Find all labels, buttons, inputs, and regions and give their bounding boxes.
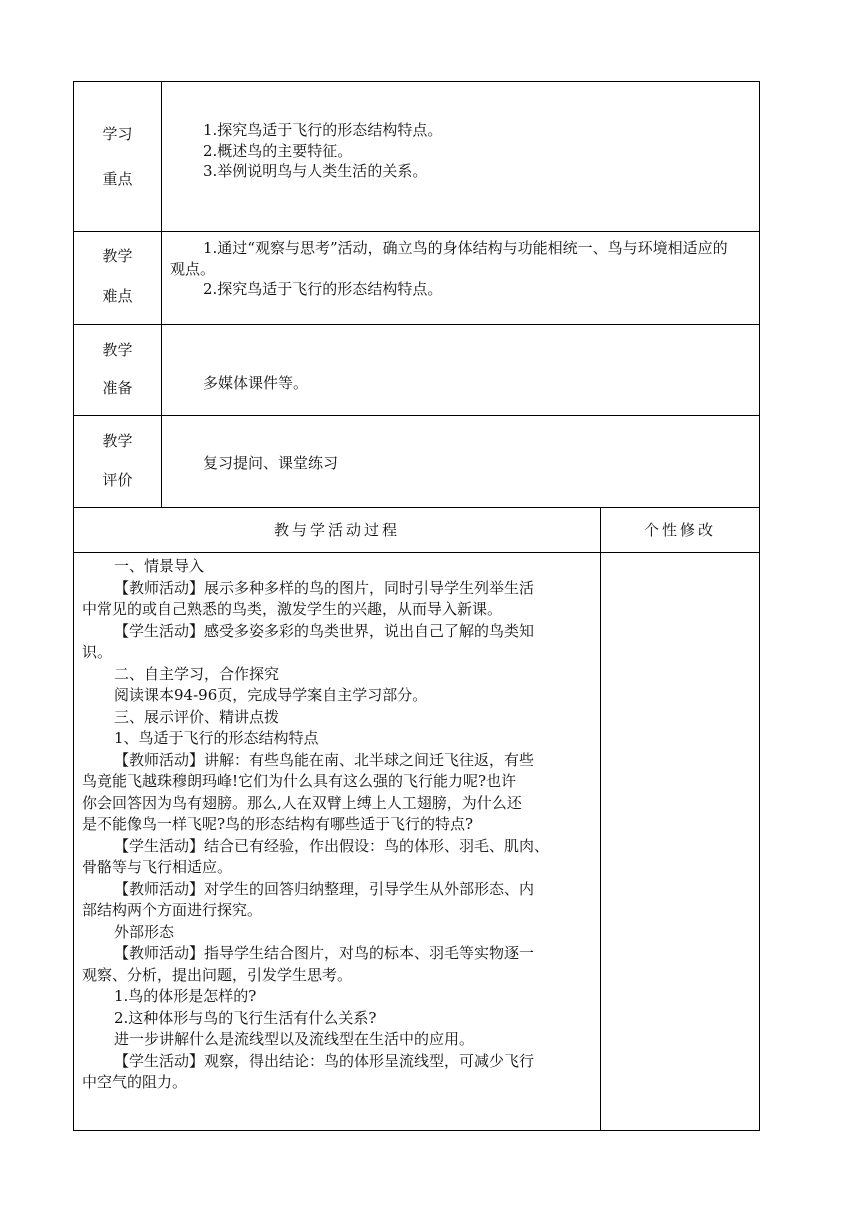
process-line: 【教师活动】讲解：有些鸟能在南、北半球之间迁飞往返，有些 bbox=[114, 750, 535, 769]
process-line: 2.这种体形与鸟的飞行生活有什么关系? bbox=[114, 1008, 377, 1027]
process-line: 中常见的或自己熟悉的鸟类，激发学生的兴趣，从而导入新课。 bbox=[82, 600, 503, 618]
process-content bbox=[82, 556, 594, 1094]
label-column-divider bbox=[161, 81, 162, 508]
difficulties-label-line2: 难点 bbox=[102, 287, 133, 305]
process-line: 外部形态 bbox=[114, 922, 175, 941]
process-line: 部结构两个方面进行探究。 bbox=[82, 901, 263, 919]
difficulty-item: 2.探究鸟适于飞行的形态结构特点。 bbox=[203, 280, 443, 298]
process-line: 【教师活动】指导学生结合图片，对鸟的标本、羽毛等实物逐一 bbox=[114, 944, 535, 962]
process-line: 阅读课本94-96页，完成导学案自主学习部分。 bbox=[114, 686, 428, 704]
process-line: 【学生活动】观察，得出结论：鸟的体形呈流线型，可减少飞行 bbox=[114, 1051, 535, 1070]
process-line: 识。 bbox=[82, 643, 113, 661]
preparation-label-line1: 教学 bbox=[102, 341, 133, 359]
preparation-content bbox=[170, 373, 755, 394]
evaluation-label bbox=[74, 415, 161, 507]
preparation-label-line2: 准备 bbox=[102, 379, 133, 397]
key-points-label-line2: 重点 bbox=[102, 170, 133, 188]
revision-cell[interactable] bbox=[601, 553, 759, 1130]
process-line: 二、自主学习，合作探究 bbox=[114, 664, 280, 683]
process-line: 是不能像鸟一样飞呢?鸟的形态结构有哪些适于飞行的特点? bbox=[82, 815, 474, 833]
table-border-top bbox=[73, 81, 760, 82]
process-line: 观察、分析，提出问题，引发学生思考。 bbox=[82, 965, 353, 984]
key-point-item: 3.举例说明鸟与人类生活的关系。 bbox=[203, 162, 428, 180]
row-divider-1 bbox=[73, 231, 760, 232]
process-line: 1、鸟适于飞行的形态结构特点 bbox=[114, 729, 319, 747]
key-points-label bbox=[74, 81, 161, 231]
difficulty-item: 1.通过“观察与思考”活动，确立鸟的身体结构与功能相统一、鸟与环境相适应的观点。 bbox=[170, 239, 728, 278]
difficulties-label-line1: 教学 bbox=[102, 247, 133, 265]
process-line: 一、情景导入 bbox=[114, 557, 205, 575]
process-line: 你会回答因为鸟有翅膀。那么,人在双臂上缚上人工翅膀，为什么还 bbox=[82, 793, 522, 812]
table-border-bottom bbox=[73, 1130, 760, 1131]
process-line: 1.鸟的体形是怎样的? bbox=[114, 987, 257, 1005]
process-line: 【教师活动】对学生的回答归纳整理，引导学生从外部形态、内 bbox=[114, 879, 535, 898]
difficulties-content bbox=[170, 238, 740, 300]
process-line: 进一步讲解什么是流线型以及流线型在生活中的应用。 bbox=[114, 1030, 475, 1048]
evaluation-label-line2: 评价 bbox=[102, 471, 133, 489]
process-line: 骨骼等与飞行相适应。 bbox=[82, 858, 233, 876]
key-points-content bbox=[170, 120, 755, 182]
evaluation-item: 复习提问、课堂练习 bbox=[203, 454, 339, 472]
process-line: 【学生活动】感受多姿多彩的鸟类世界，说出自己了解的鸟类知 bbox=[114, 621, 535, 640]
evaluation-label-line1: 教学 bbox=[102, 432, 133, 450]
process-line: 鸟竟能飞越珠穆朗玛峰!它们为什么具有这么强的飞行能力呢?也许 bbox=[82, 772, 517, 790]
process-line: 三、展示评价、精讲点拨 bbox=[114, 707, 280, 726]
difficulties-label bbox=[74, 231, 161, 324]
table-border-right bbox=[759, 81, 760, 1131]
row-divider-3 bbox=[73, 415, 760, 416]
key-points-label-line1: 学习 bbox=[102, 125, 133, 143]
key-point-item: 1.探究鸟适于飞行的形态结构特点。 bbox=[203, 121, 443, 139]
preparation-label bbox=[74, 324, 161, 415]
process-line: 【学生活动】结合已有经验，作出假设：鸟的体形、羽毛、肌肉、 bbox=[114, 836, 550, 855]
evaluation-content bbox=[170, 453, 755, 474]
process-header: 教与学活动过程 bbox=[273, 521, 400, 539]
process-line: 【教师活动】展示多种多样的鸟的图片，同时引导学生列举生活 bbox=[114, 578, 535, 597]
key-point-item: 2.概述鸟的主要特征。 bbox=[203, 141, 353, 160]
process-line: 中空气的阻力。 bbox=[82, 1073, 188, 1091]
row-divider-2 bbox=[73, 324, 760, 325]
revision-header: 个性修改 bbox=[643, 521, 716, 539]
row-divider-4 bbox=[73, 507, 760, 508]
preparation-item: 多媒体课件等。 bbox=[203, 374, 309, 392]
